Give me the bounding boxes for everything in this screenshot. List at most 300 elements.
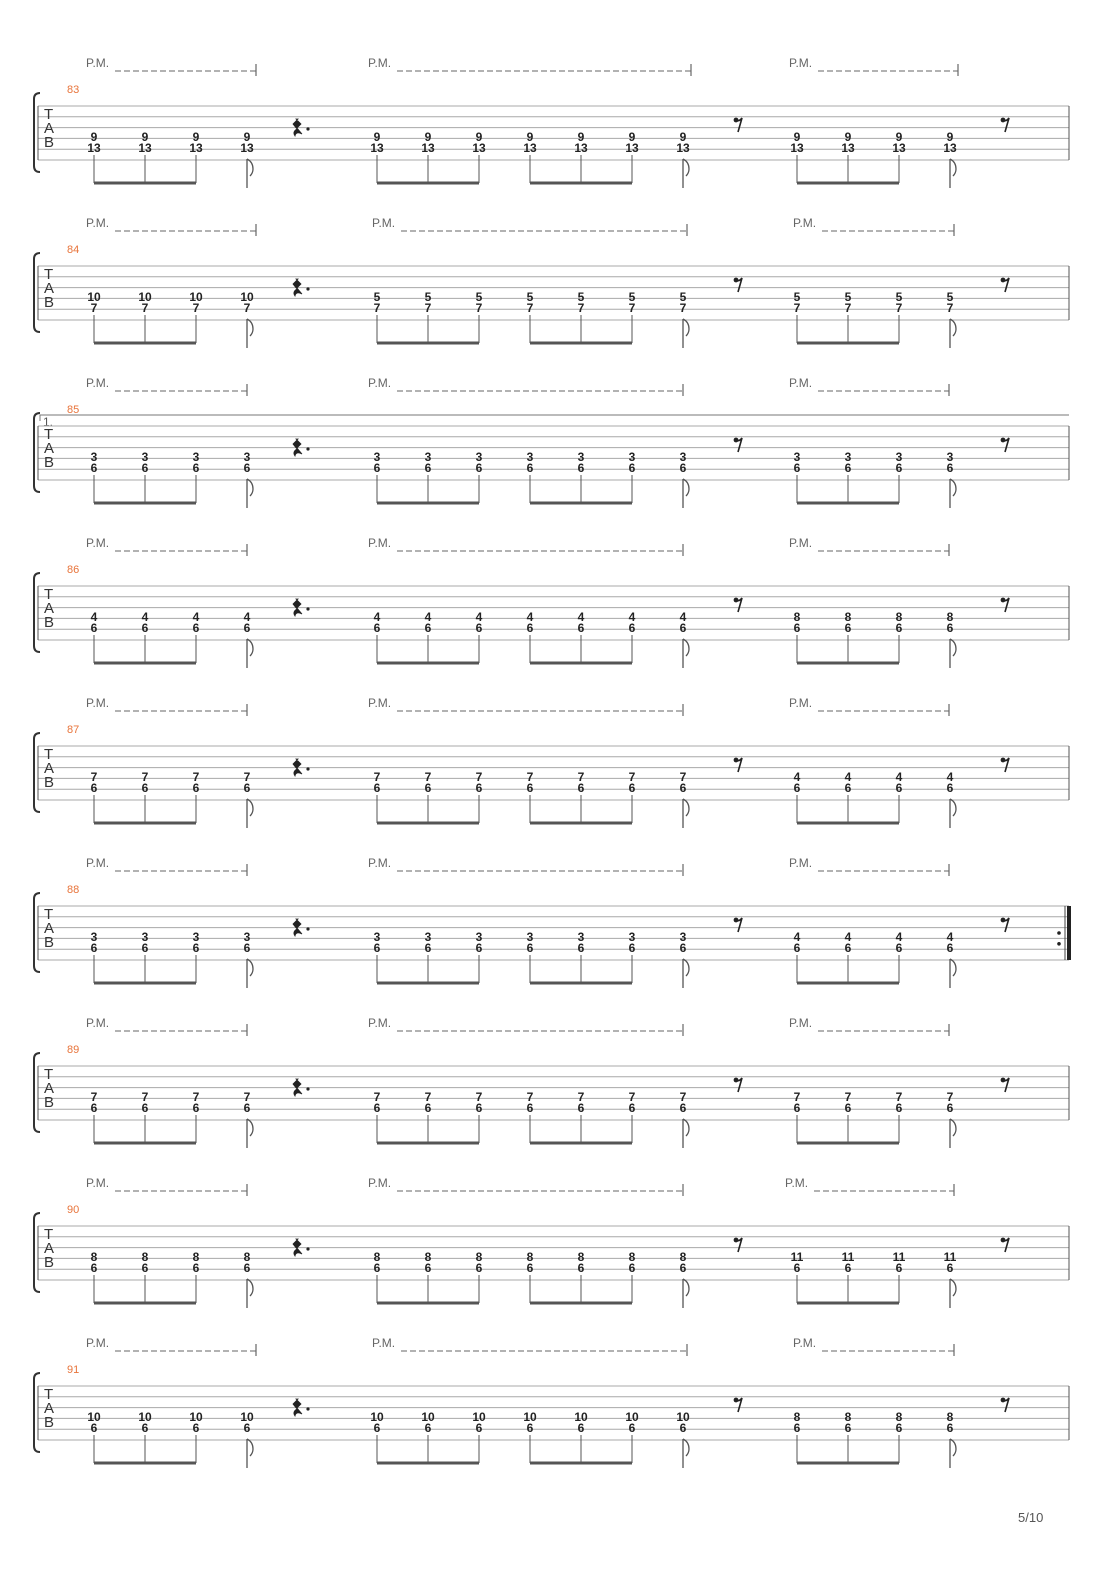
eighth-rest-stem-icon	[1003, 278, 1009, 292]
palm-mute-label: P.M.	[372, 216, 396, 230]
tab-clef-letter: B	[44, 774, 55, 791]
fret-number-upper: 3	[793, 450, 801, 464]
fret-number-lower: 6	[424, 1261, 432, 1275]
fret-number-lower: 6	[895, 1421, 903, 1435]
fret-number-upper: 8	[793, 610, 801, 624]
fret-number-lower: 6	[793, 1101, 801, 1115]
fret-number-upper: 4	[243, 610, 251, 624]
fret-number-upper: 11	[943, 1250, 957, 1264]
note-flag	[247, 1279, 253, 1296]
fret-number-lower: 6	[793, 781, 801, 795]
fret-number-upper: 5	[526, 290, 534, 304]
fret-number-upper: 8	[946, 610, 954, 624]
palm-mute-label: P.M.	[368, 536, 392, 550]
fret-number-upper: 4	[628, 610, 636, 624]
eighth-rest-stem-icon	[1003, 1398, 1009, 1412]
fret-number-lower: 6	[946, 1421, 954, 1435]
tab-system	[34, 536, 1069, 668]
fret-number-lower: 6	[243, 781, 251, 795]
tab-system	[34, 216, 1069, 348]
tab-system	[34, 1016, 1069, 1148]
eighth-rest-stem-icon	[1003, 438, 1009, 452]
dot-icon	[306, 1407, 309, 1410]
fret-number-lower: 6	[526, 1421, 534, 1435]
eighth-rest-stem-icon	[736, 1398, 742, 1412]
palm-mute-label: P.M.	[86, 856, 110, 870]
eighth-rest-stem-icon	[736, 278, 742, 292]
note-flag	[247, 1119, 253, 1136]
fret-number-lower: 6	[475, 461, 483, 475]
note-flag	[683, 159, 689, 176]
fret-number-lower: 6	[628, 1261, 636, 1275]
fret-number-upper: 3	[946, 450, 954, 464]
fret-number-lower: 13	[87, 141, 101, 155]
eighth-rest-stem-icon	[736, 1238, 742, 1252]
note-flag	[683, 479, 689, 496]
note-flag	[247, 959, 253, 976]
fret-number-lower: 6	[679, 941, 687, 955]
fret-number-upper: 8	[895, 610, 903, 624]
measure-number: 91	[67, 1364, 80, 1376]
fret-number-upper: 4	[895, 770, 903, 784]
tab-clef-letter: A	[44, 920, 55, 937]
fret-number-lower: 6	[844, 781, 852, 795]
fret-number-upper: 8	[192, 1250, 200, 1264]
fret-number-upper: 7	[844, 1090, 852, 1104]
fret-number-upper: 10	[370, 1410, 384, 1424]
volta-label: 1.	[43, 415, 54, 429]
fret-number-upper: 3	[526, 450, 534, 464]
fret-number-upper: 9	[475, 130, 483, 144]
palm-mute-label: P.M.	[368, 696, 392, 710]
fret-number-upper: 7	[373, 1090, 381, 1104]
fret-number-lower: 13	[943, 141, 957, 155]
fret-number-lower: 13	[574, 141, 588, 155]
fret-number-lower: 6	[895, 1101, 903, 1115]
fret-number-lower: 6	[628, 1421, 636, 1435]
fret-number-upper: 4	[424, 610, 432, 624]
fret-number-lower: 6	[895, 941, 903, 955]
eighth-rest-stem-icon	[736, 758, 742, 772]
measure-number: 86	[67, 564, 80, 576]
fret-number-upper: 7	[475, 1090, 483, 1104]
fret-number-upper: 8	[844, 1410, 852, 1424]
fret-number-upper: 3	[141, 930, 149, 944]
fret-number-lower: 6	[243, 461, 251, 475]
fret-number-lower: 6	[192, 781, 200, 795]
fret-number-lower: 6	[475, 1101, 483, 1115]
palm-mute-label: P.M.	[372, 1336, 396, 1350]
fret-number-upper: 9	[526, 130, 534, 144]
fret-number-lower: 6	[141, 621, 149, 635]
fret-number-lower: 7	[141, 301, 149, 315]
fret-number-lower: 6	[844, 1101, 852, 1115]
note-flag	[247, 1439, 253, 1456]
fret-number-upper: 7	[628, 1090, 636, 1104]
fret-number-lower: 6	[141, 1101, 149, 1115]
dot-icon	[306, 927, 309, 930]
fret-number-upper: 8	[526, 1250, 534, 1264]
fret-number-lower: 6	[90, 1261, 98, 1275]
fret-number-upper: 9	[141, 130, 149, 144]
fret-number-lower: 6	[844, 941, 852, 955]
fret-number-upper: 7	[526, 1090, 534, 1104]
fret-number-lower: 6	[192, 461, 200, 475]
note-flag	[683, 1279, 689, 1296]
fret-number-lower: 6	[526, 781, 534, 795]
fret-number-upper: 9	[424, 130, 432, 144]
fret-number-lower: 6	[577, 781, 585, 795]
fret-number-lower: 6	[141, 461, 149, 475]
fret-number-lower: 6	[475, 781, 483, 795]
fret-number-upper: 5	[946, 290, 954, 304]
palm-mute-label: P.M.	[368, 856, 392, 870]
fret-number-upper: 8	[373, 1250, 381, 1264]
fret-number-upper: 10	[189, 1410, 203, 1424]
fret-number-upper: 8	[424, 1250, 432, 1264]
fret-number-lower: 13	[240, 141, 254, 155]
fret-number-lower: 6	[946, 1101, 954, 1115]
tab-clef-letter: T	[44, 586, 54, 603]
fret-number-upper: 3	[679, 930, 687, 944]
fret-number-lower: 6	[192, 1101, 200, 1115]
fret-number-lower: 7	[373, 301, 381, 315]
fret-number-lower: 6	[679, 1261, 687, 1275]
tab-system	[34, 56, 1069, 188]
fret-number-upper: 5	[895, 290, 903, 304]
tab-clef-letter: B	[44, 454, 55, 471]
fret-number-lower: 6	[141, 1261, 149, 1275]
fret-number-upper: 5	[844, 290, 852, 304]
fret-number-lower: 6	[141, 941, 149, 955]
note-flag	[950, 799, 956, 816]
fret-number-upper: 5	[679, 290, 687, 304]
fret-number-lower: 6	[577, 461, 585, 475]
tab-clef-letter: A	[44, 760, 55, 777]
fret-number-upper: 10	[472, 1410, 486, 1424]
fret-number-lower: 6	[243, 621, 251, 635]
fret-number-upper: 3	[628, 930, 636, 944]
fret-number-upper: 8	[946, 1410, 954, 1424]
fret-number-upper: 7	[895, 1090, 903, 1104]
fret-number-upper: 4	[793, 770, 801, 784]
fret-number-lower: 6	[373, 461, 381, 475]
palm-mute-label: P.M.	[86, 1336, 110, 1350]
fret-number-upper: 7	[424, 770, 432, 784]
fret-number-lower: 6	[373, 781, 381, 795]
fret-number-upper: 9	[192, 130, 200, 144]
fret-number-upper: 3	[577, 450, 585, 464]
eighth-rest-stem-icon	[1003, 758, 1009, 772]
note-flag	[950, 159, 956, 176]
fret-number-upper: 4	[844, 930, 852, 944]
fret-number-upper: 3	[373, 930, 381, 944]
palm-mute-label: P.M.	[789, 856, 813, 870]
fret-number-upper: 9	[243, 130, 251, 144]
fret-number-lower: 6	[577, 941, 585, 955]
fret-number-lower: 7	[793, 301, 801, 315]
fret-number-upper: 8	[90, 1250, 98, 1264]
fret-number-upper: 7	[679, 770, 687, 784]
note-flag	[950, 959, 956, 976]
fret-number-lower: 13	[523, 141, 537, 155]
fret-number-upper: 8	[475, 1250, 483, 1264]
fret-number-lower: 6	[628, 941, 636, 955]
note-flag	[247, 799, 253, 816]
fret-number-lower: 7	[946, 301, 954, 315]
fret-number-lower: 6	[526, 941, 534, 955]
fret-number-upper: 9	[90, 130, 98, 144]
fret-number-lower: 6	[373, 941, 381, 955]
measure-number: 83	[67, 84, 80, 96]
fret-number-upper: 7	[373, 770, 381, 784]
fret-number-upper: 10	[87, 290, 101, 304]
fret-number-lower: 13	[790, 141, 804, 155]
fret-number-lower: 13	[189, 141, 203, 155]
fret-number-lower: 13	[625, 141, 639, 155]
note-flag	[950, 1119, 956, 1136]
tab-system	[34, 856, 1069, 988]
fret-number-lower: 6	[577, 1421, 585, 1435]
fret-number-lower: 6	[90, 1101, 98, 1115]
fret-number-lower: 6	[373, 1101, 381, 1115]
fret-number-upper: 8	[141, 1250, 149, 1264]
fret-number-lower: 7	[628, 301, 636, 315]
palm-mute-label: P.M.	[793, 216, 817, 230]
eighth-rest-stem-icon	[1003, 118, 1009, 132]
fret-number-upper: 9	[793, 130, 801, 144]
measure-number: 90	[67, 1204, 80, 1216]
fret-number-lower: 6	[577, 1101, 585, 1115]
note-flag	[683, 1439, 689, 1456]
fret-number-lower: 13	[138, 141, 152, 155]
fret-number-upper: 7	[90, 770, 98, 784]
fret-number-lower: 6	[679, 461, 687, 475]
repeat-dot	[1057, 942, 1061, 946]
fret-number-lower: 6	[192, 941, 200, 955]
note-flag	[247, 639, 253, 656]
palm-mute-label: P.M.	[789, 376, 813, 390]
fret-number-lower: 6	[475, 1261, 483, 1275]
fret-number-upper: 5	[475, 290, 483, 304]
fret-number-upper: 3	[628, 450, 636, 464]
fret-number-upper: 7	[243, 1090, 251, 1104]
palm-mute-label: P.M.	[86, 536, 110, 550]
fret-number-upper: 10	[138, 290, 152, 304]
fret-number-lower: 7	[192, 301, 200, 315]
eighth-rest-stem-icon	[1003, 1078, 1009, 1092]
note-flag	[950, 1279, 956, 1296]
fret-number-lower: 6	[895, 1261, 903, 1275]
fret-number-upper: 8	[243, 1250, 251, 1264]
fret-number-upper: 8	[577, 1250, 585, 1264]
fret-number-upper: 3	[526, 930, 534, 944]
fret-number-lower: 6	[192, 1421, 200, 1435]
fret-number-upper: 10	[87, 1410, 101, 1424]
fret-number-lower: 6	[793, 1421, 801, 1435]
fret-number-lower: 6	[526, 1261, 534, 1275]
note-flag	[683, 959, 689, 976]
tab-clef-letter: B	[44, 1414, 55, 1431]
fret-number-lower: 6	[243, 1261, 251, 1275]
palm-mute-label: P.M.	[86, 376, 110, 390]
repeat-dot	[1057, 931, 1061, 935]
dot-icon	[306, 607, 309, 610]
tab-clef-letter: A	[44, 120, 55, 137]
fret-number-upper: 7	[141, 1090, 149, 1104]
fret-number-upper: 3	[475, 450, 483, 464]
fret-number-upper: 8	[793, 1410, 801, 1424]
fret-number-lower: 6	[90, 461, 98, 475]
fret-number-lower: 6	[946, 621, 954, 635]
tab-clef-letter: T	[44, 106, 54, 123]
fret-number-lower: 6	[141, 781, 149, 795]
tab-clef-letter: T	[44, 1226, 54, 1243]
eighth-rest-stem-icon	[1003, 918, 1009, 932]
palm-mute-label: P.M.	[368, 1016, 392, 1030]
fret-number-lower: 6	[243, 1101, 251, 1115]
eighth-rest-stem-icon	[736, 118, 742, 132]
fret-number-lower: 6	[946, 941, 954, 955]
fret-number-upper: 10	[138, 1410, 152, 1424]
eighth-rest-stem-icon	[736, 918, 742, 932]
tab-clef-letter: T	[44, 426, 54, 443]
fret-number-lower: 6	[373, 1261, 381, 1275]
fret-number-lower: 6	[141, 1421, 149, 1435]
fret-number-lower: 6	[895, 461, 903, 475]
tab-clef-letter: T	[44, 746, 54, 763]
fret-number-lower: 6	[90, 941, 98, 955]
palm-mute-label: P.M.	[789, 56, 813, 70]
tab-clef-letter: A	[44, 440, 55, 457]
fret-number-lower: 6	[526, 621, 534, 635]
fret-number-upper: 4	[946, 930, 954, 944]
fret-number-lower: 13	[421, 141, 435, 155]
eighth-rest-stem-icon	[736, 598, 742, 612]
fret-number-upper: 9	[844, 130, 852, 144]
fret-number-lower: 6	[895, 781, 903, 795]
fret-number-lower: 6	[946, 1261, 954, 1275]
fret-number-lower: 6	[192, 621, 200, 635]
tab-clef-letter: T	[44, 1066, 54, 1083]
fret-number-lower: 6	[90, 781, 98, 795]
fret-number-upper: 4	[577, 610, 585, 624]
tab-system	[34, 696, 1069, 828]
tab-clef-letter: A	[44, 600, 55, 617]
fret-number-lower: 6	[243, 941, 251, 955]
dot-icon	[306, 127, 309, 130]
fret-number-upper: 3	[90, 930, 98, 944]
fret-number-lower: 6	[895, 621, 903, 635]
dot-icon	[306, 1247, 309, 1250]
tab-clef-letter: B	[44, 294, 55, 311]
dot-icon	[306, 1087, 309, 1090]
fret-number-upper: 4	[373, 610, 381, 624]
fret-number-lower: 6	[946, 461, 954, 475]
fret-number-lower: 13	[370, 141, 384, 155]
palm-mute-label: P.M.	[86, 56, 110, 70]
fret-number-upper: 11	[892, 1250, 906, 1264]
measure-number: 87	[67, 724, 80, 736]
dot-icon	[306, 767, 309, 770]
fret-number-upper: 7	[192, 1090, 200, 1104]
fret-number-lower: 6	[793, 461, 801, 475]
palm-mute-label: P.M.	[793, 1336, 817, 1350]
fret-number-upper: 9	[628, 130, 636, 144]
fret-number-lower: 6	[679, 1101, 687, 1115]
palm-mute-label: P.M.	[368, 376, 392, 390]
tab-clef-letter: B	[44, 1254, 55, 1271]
fret-number-upper: 4	[895, 930, 903, 944]
fret-number-upper: 11	[790, 1250, 804, 1264]
fret-number-lower: 6	[946, 781, 954, 795]
palm-mute-label: P.M.	[86, 696, 110, 710]
fret-number-lower: 13	[892, 141, 906, 155]
note-flag	[950, 639, 956, 656]
note-flag	[683, 639, 689, 656]
fret-number-lower: 6	[475, 941, 483, 955]
eighth-rest-stem-icon	[1003, 598, 1009, 612]
fret-number-lower: 7	[424, 301, 432, 315]
fret-number-upper: 3	[475, 930, 483, 944]
fret-number-lower: 6	[679, 621, 687, 635]
note-flag	[683, 319, 689, 336]
fret-number-lower: 6	[424, 621, 432, 635]
fret-number-upper: 4	[793, 930, 801, 944]
tab-clef-letter: B	[44, 614, 55, 631]
fret-number-lower: 13	[676, 141, 690, 155]
fret-number-upper: 4	[679, 610, 687, 624]
fret-number-upper: 4	[946, 770, 954, 784]
palm-mute-label: P.M.	[789, 1016, 813, 1030]
fret-number-upper: 7	[243, 770, 251, 784]
fret-number-upper: 5	[373, 290, 381, 304]
fret-number-upper: 3	[679, 450, 687, 464]
fret-number-lower: 7	[679, 301, 687, 315]
fret-number-upper: 3	[90, 450, 98, 464]
fret-number-lower: 6	[679, 781, 687, 795]
fret-number-upper: 8	[844, 610, 852, 624]
fret-number-lower: 6	[424, 781, 432, 795]
dot-icon	[306, 287, 309, 290]
fret-number-lower: 7	[844, 301, 852, 315]
fret-number-lower: 6	[192, 1261, 200, 1275]
fret-number-lower: 7	[475, 301, 483, 315]
fret-number-lower: 7	[577, 301, 585, 315]
fret-number-upper: 4	[141, 610, 149, 624]
tab-clef-letter: B	[44, 934, 55, 951]
fret-number-lower: 13	[841, 141, 855, 155]
note-flag	[247, 319, 253, 336]
fret-number-lower: 6	[844, 1261, 852, 1275]
fret-number-upper: 3	[895, 450, 903, 464]
fret-number-upper: 10	[676, 1410, 690, 1424]
eighth-rest-stem-icon	[736, 1078, 742, 1092]
note-flag	[247, 159, 253, 176]
fret-number-upper: 9	[373, 130, 381, 144]
fret-number-lower: 6	[475, 621, 483, 635]
fret-number-upper: 11	[841, 1250, 855, 1264]
fret-number-lower: 6	[90, 1421, 98, 1435]
fret-number-upper: 10	[574, 1410, 588, 1424]
tab-clef-letter: A	[44, 1080, 55, 1097]
fret-number-upper: 8	[628, 1250, 636, 1264]
fret-number-upper: 7	[793, 1090, 801, 1104]
fret-number-lower: 13	[472, 141, 486, 155]
tab-clef-letter: T	[44, 266, 54, 283]
fret-number-upper: 3	[424, 930, 432, 944]
fret-number-upper: 10	[625, 1410, 639, 1424]
